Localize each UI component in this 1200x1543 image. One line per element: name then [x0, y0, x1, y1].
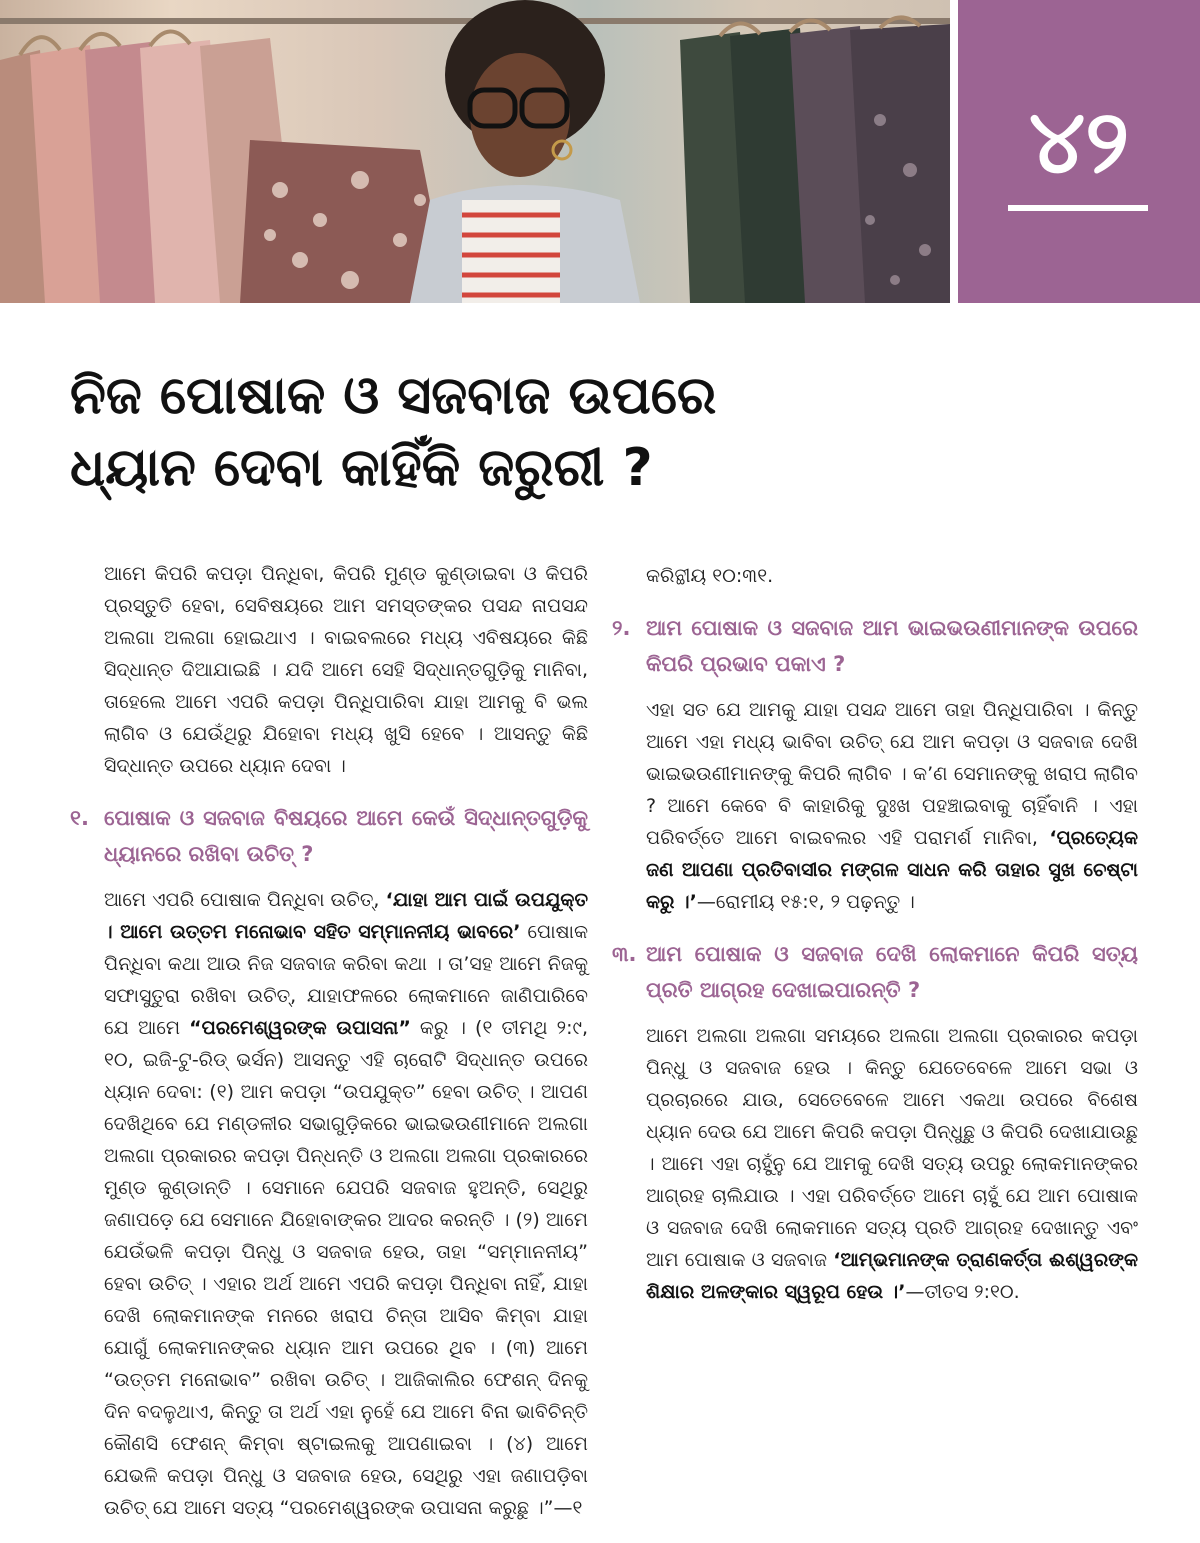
- section-1-quote-2: “ପରମେଶ୍ୱରଙ୍କ ଉପାସନା”: [189, 1017, 411, 1039]
- right-column: [612, 560, 1138, 1308]
- section-2-reference: —ରୋମୀୟ ୧୫:୧, ୨ ପଢ଼ନ୍ତୁ ।: [696, 891, 915, 913]
- lesson-number-underline: [1008, 205, 1148, 211]
- section-2-number: ୨.: [612, 616, 631, 640]
- section-1-text-c: ପୋଷାକ ପିନ୍ଧିବା କଥା ଆଉ ନିଜ ସଜବାଜ କରିବା କଥା । ତା’ସହ ଆମେ ନିଜକୁ ସଫାସୁତୁରା ରଖିବା ଉଚିତ୍‌, ଯାହାଫଳରେ ଲୋକମାନେ ଜାଣିପାରିବେ ଯେ ଆମେ: [104, 921, 588, 1039]
- page-title-line-1: ନିଜ ପୋଷାକ ଓ ସଜବାଜ ଉପରେ: [70, 366, 717, 426]
- section-3-number: ୩.: [612, 942, 637, 966]
- section-2-paragraph: [646, 694, 1138, 918]
- section-1-text-a: ଆମେ ଏପରି ପୋଷାକ ପିନ୍ଧିବା ଉଚିତ୍‌,: [104, 889, 386, 911]
- section-2-heading-text: ଆମ ପୋଷାକ ଓ ସଜବାଜ ଆମ ଭାଇଭଉଣୀମାନଙ୍କ ଉପରେ କିପରି ପ୍ରଭାବ ପକାଏ ?: [646, 616, 1138, 676]
- section-3-heading: [612, 936, 1138, 1008]
- section-1-heading: [70, 800, 588, 872]
- lesson-number: ୪୨: [1028, 90, 1130, 193]
- section-1-quote-1: ‘ଯାହା ଆମ ପାଇଁ ଉପଯୁକ୍ତ । ଆମେ ଉତ୍ତମ ମନୋଭାବ ସହିତ ସମ୍ମାନନୀୟ ଭାବରେ’: [104, 889, 588, 943]
- section-2-text-a: ଏହା ସତ ଯେ ଆମକୁ ଯାହା ପସନ୍ଦ ଆମେ ତାହା ପିନ୍ଧିପାରିବା । କିନ୍ତୁ ଆମେ ଏହା ମଧ୍ୟ ଭାବିବା ଉଚିତ୍‌ ଯେ ଆମ କପଡ଼ା ଓ ସଜବାଜ ଦେଖି ଭାଇଭଉଣୀମାନଙ୍କୁ କିପରି ଲାଗିବ । କ’ଣ ସେମାନଙ୍କୁ ଖରାପ ଲାଗିବ ? ଆମେ କେବେ ବି କାହାରିକୁ ଦୁଃଖ ପହଞ୍ଚାଇବାକୁ ଚାହିଁବାନି । ଏହା ପରିବର୍ତ୍ତେ ଆମେ ବାଇବଲର ଏହି ପରାମର୍ଶ ମାନିବା,: [646, 699, 1138, 849]
- page-title: [70, 360, 930, 504]
- section-2-quote: ‘ପ୍ରତ୍ୟେକ ଜଣ ଆପଣା ପ୍ରତିବାସୀର ମଙ୍ଗଳ ସାଧନ କରି ତାହାର ସୁଖ ଚେଷ୍ଟା କରୁ ।’: [646, 827, 1138, 913]
- page-title-line-2: ଧ୍ୟାନ ଦେବା କାହିଁକି ଜରୁରୀ ?: [70, 438, 653, 498]
- section-1-heading-text: ପୋଷାକ ଓ ସଜବାଜ ବିଷୟରେ ଆମେ କେଉଁ ସିଦ୍ଧାନ୍ତଗୁଡ଼ିକୁ ଧ୍ୟାନରେ ରଖିବା ଉଚିତ୍‌ ?: [104, 806, 588, 866]
- hero-illustration: [0, 0, 950, 303]
- section-3-text-a: ଆମେ ଅଲଗା ଅଲଗା ସମୟରେ ଅଲଗା ଅଲଗା ପ୍ରକାରର କପଡ଼ା ପିନ୍ଧୁ ଓ ସଜବାଜ ହେଉ । କିନ୍ତୁ ଯେତେବେଳେ ଆମେ ସଭା ଓ ପ୍ରଚାରରେ ଯାଉ, ସେତେବେଳେ ଆମେ ଏକଥା ଉପରେ ବିଶେଷ ଧ୍ୟାନ ଦେଉ ଯେ ଆମେ କିପରି କପଡ଼ା ପିନ୍ଧୁଛୁ ଓ କିପରି ଦେଖାଯାଉଛୁ । ଆମେ ଏହା ଚାହୁଁନୁ ଯେ ଆମକୁ ଦେଖି ସତ୍ୟ ଉପରୁ ଲୋକମାନଙ୍କର ଆଗ୍ରହ ଚାଲିଯାଉ । ଏହା ପରିବର୍ତ୍ତେ ଆମେ ଚାହୁଁ ଯେ ଆମ ପୋଷାକ ଓ ସଜବାଜ ଦେଖି ଲୋକମାନେ ସତ୍ୟ ପ୍ରତି ଆଗ୍ରହ ଦେଖାନ୍ତୁ ଏବଂ ଆମ ପୋଷାକ ଓ ସଜବାଜ: [646, 1025, 1138, 1271]
- section-2-heading: [612, 610, 1138, 682]
- section-3-reference: —ତୀତସ ୨:୧୦.: [905, 1281, 1020, 1303]
- section-3-heading-text: ଆମ ପୋଷାକ ଓ ସଜବାଜ ଦେଖି ଲୋକମାନେ କିପରି ସତ୍ୟ ପ୍ରତି ଆଗ୍ରହ ଦେଖାଇପାରନ୍ତି ?: [646, 942, 1138, 1002]
- section-1-paragraph-continued: କରିନ୍ଥୀୟ ୧୦:୩୧.: [646, 565, 774, 587]
- left-column: [70, 558, 588, 1524]
- lesson-number-box: [958, 0, 1200, 303]
- section-3-paragraph: [646, 1020, 1138, 1308]
- section-1-number: ୧.: [70, 806, 89, 830]
- hero-photo: [0, 0, 950, 303]
- section-3-quote: ‘ଆମ୍ଭମାନଙ୍କ ତ୍ରାଣକର୍ତ୍ତା ଈଶ୍ୱରଙ୍କ ଶିକ୍ଷାର ଅଳଙ୍କାର ସ୍ୱରୂପ ହେଉ ।’: [646, 1249, 1138, 1303]
- intro-paragraph: ଆମେ କିପରି କପଡ଼ା ପିନ୍ଧିବା, କିପରି ମୁଣ୍ଡ କୁଣ୍ଡାଇବା ଓ କିପରି ପ୍ରସ୍ତୁତି ହେବା, ସେବିଷୟରେ ଆମ ସମସ୍ତଙ୍କର ପସନ୍ଦ ନାପସନ୍ଦ ଅଲଗା ଅଲଗା ହୋଇଥାଏ । ବାଇବଲରେ ମଧ୍ୟ ଏବିଷୟରେ କିଛି ସିଦ୍ଧାନ୍ତ ଦିଆଯାଇଛି । ଯଦି ଆମେ ସେହି ସିଦ୍ଧାନ୍ତଗୁଡ଼ିକୁ ମାନିବା, ତାହେଲେ ଆମେ ଏପରି କପଡ଼ା ପିନ୍ଧିପାରିବା ଯାହା ଆମକୁ ବି ଭଲ ଲାଗିବ ଓ ଯେଉଁଥିରୁ ଯିହୋବା ମଧ୍ୟ ଖୁସି ହେବେ । ଆସନ୍ତୁ କିଛି ସିଦ୍ଧାନ୍ତ ଉପରେ ଧ୍ୟାନ ଦେବା ।: [104, 563, 588, 777]
- section-1-text-e: କରୁ । (୧ ତୀମଥି ୨:୯, ୧୦, ଇଜି-ଟୁ-ରିଡ୍‌ ଭର୍ସନ) ଆସନ୍ତୁ ଏହି ଚାରୋଟି ସିଦ୍ଧାନ୍ତ ଉପରେ ଧ୍ୟାନ ଦେବା: (୧) ଆମ କପଡ଼ା “ଉପଯୁକ୍ତ” ହେବା ଉଚିତ୍‌ । ଆପଣ ଦେଖିଥିବେ ଯେ ମଣ୍ଡଳୀର ସଭାଗୁଡ଼ିକରେ ଭାଇଭଉଣୀମାନେ ଅଲଗା ଅଲଗା ପ୍ରକାରର କପଡ଼ା ପିନ୍ଧନ୍ତି ଓ ଅଲଗା ଅଲଗା ପ୍ରକାରରେ ମୁଣ୍ଡ କୁଣ୍ଡାନ୍ତି । ସେମାନେ ଯେପରି ସଜବାଜ ହୁଅନ୍ତି, ସେଥିରୁ ଜଣାପଡ଼େ ଯେ ସେମାନେ ଯିହୋବାଙ୍କର ଆଦର କରନ୍ତି । (୨) ଆମେ ଯେଉଁଭଳି କପଡ଼ା ପିନ୍ଧୁ ଓ ସଜବାଜ ହେଉ, ତାହା “ସମ୍ମାନନୀୟ” ହେବା ଉଚିତ୍‌ । ଏହାର ଅର୍ଥ ଆମେ ଏପରି କପଡ଼ା ପିନ୍ଧିବା ନାହିଁ, ଯାହା ଦେଖି ଲୋକମାନଙ୍କ ମନରେ ଖରାପ ଚିନ୍ତା ଆସିବ କିମ୍ବା ଯାହା ଯୋଗୁଁ ଲୋକମାନଙ୍କର ଧ୍ୟାନ ଆମ ଉପରେ ଥିବ । (୩) ଆମେ “ଉତ୍ତମ ମନୋଭାବ” ରଖିବା ଉଚିତ୍‌ । ଆଜିକାଲିର ଫେଶନ୍‌ ଦିନକୁ ଦିନ ବଦଳୁଥାଏ, କିନ୍ତୁ ତା ଅର୍ଥ ଏହା ନୁହେଁ ଯେ ଆମେ ବିନା ଭାବିଚିନ୍ତି କୌଣସି ଫେଶନ୍‌ କିମ୍ବା ଷ୍ଟାଇଲକୁ ଆପଣାଇବା । (୪) ଆମେ ଯେଭଳି କପଡ଼ା ପିନ୍ଧୁ ଓ ସଜବାଜ ହେଉ, ସେଥିରୁ ଏହା ଜଣାପଡ଼ିବା ଉଚିତ୍‌ ଯେ ଆମେ ସତ୍ୟ “ପରମେଶ୍ୱରଙ୍କ ଉପାସନା କରୁଛୁ ।”—୧: [104, 1017, 588, 1519]
- section-1-paragraph: [104, 884, 588, 1524]
